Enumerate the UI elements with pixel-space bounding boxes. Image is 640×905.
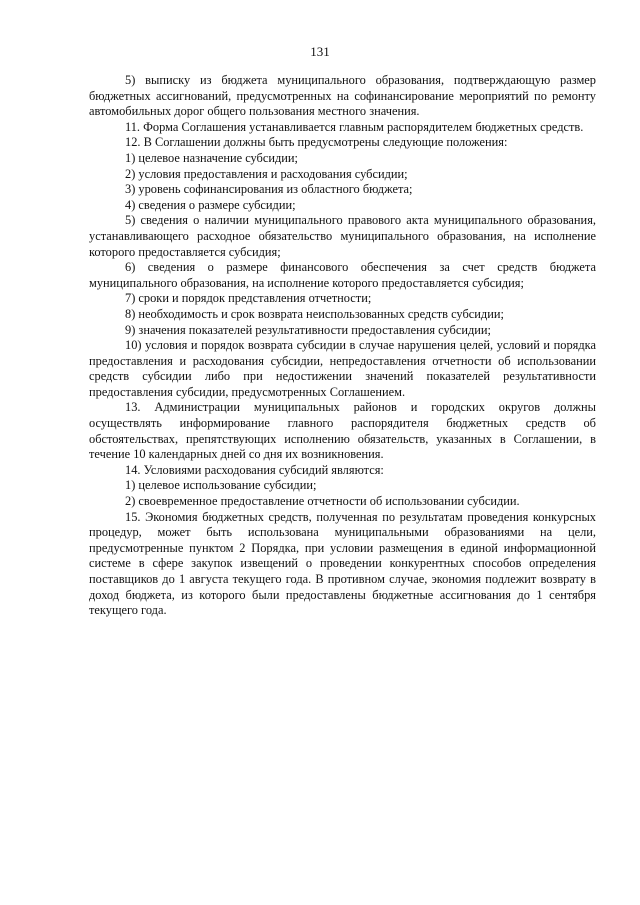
provision-3-cofinancing: 3) уровень софинансирования из областного бюджета; [125, 182, 413, 197]
page-number: 131 [310, 44, 330, 59]
provision-5-legal-act: 5) сведения о наличии муниципального правового акта муниципального образования, устанавливающего расходное обязательство муниципального образования, на исполнение которого предоставляется субсидия; [89, 213, 596, 259]
provision-8-refund: 8) необходимость и срок возврата неиспользованных средств субсидии; [125, 306, 504, 321]
provision-10-return-conditions: 10) условия и порядок возврата субсидии в случае нарушения целей, условий и порядка предоставления и расходования субсидии, непредоставления отчетности об использовании средств субсидии либо при недостижении значений показателей результативности предоставления субсидии, предусмотренных Соглашением. [89, 338, 596, 399]
provision-6-financial-support: 6) сведения о размере финансового обеспечения за счет средств бюджета муниципального образования, на исполнение которого предоставляется субсидия; [89, 260, 596, 290]
paragraph-13-notification: 13. Администрации муниципальных районов и городских округов должны осуществлять информирование главного распорядителя бюджетных средств об обстоятельствах, препятствующих исполнению обязательств, указанных в Соглашении, в течение 10 календарных дней со дня их возникновения. [89, 400, 596, 462]
paragraph-12-agreement-provisions: 12. В Соглашении должны быть предусмотрены следующие положения: [125, 135, 508, 150]
paragraph-14-spending-conditions: 14. Условиями расходования субсидий являются: [125, 462, 384, 477]
provision-2-conditions: 2) условия предоставления и расходования субсидии; [125, 166, 408, 181]
condition-2-timely-reporting: 2) своевременное предоставление отчетности об использовании субсидии. [125, 494, 520, 509]
provision-7-reporting: 7) сроки и порядок представления отчетности; [125, 291, 372, 306]
paragraph-11-agreement-form: 11. Форма Соглашения устанавливается главным распорядителем бюджетных средств. [125, 119, 584, 134]
condition-1-targeted-use: 1) целевое использование субсидии; [125, 478, 317, 493]
paragraph-15-savings: 15. Экономия бюджетных средств, полученная по результатам проведения конкурсных процедур, может быть использована муниципальными образованиями на цели, предусмотренные пунктом 2 Порядка, при условии размещения в единой информационной системе в сфере закупок извещений о проведении конкурентных способов определения поставщиков до 1 августа текущего года. В противном случае, экономия подлежит возврату в доход бюджета, из которого были предоставлены бюджетные ассигнования до 1 сентября текущего года. [89, 509, 596, 618]
provision-9-indicators: 9) значения показателей результативности предоставления субсидии; [125, 322, 491, 337]
provision-1-purpose: 1) целевое назначение субсидии; [125, 150, 299, 165]
paragraph-item-5-budget-extract: 5) выписку из бюджета муниципального образования, подтверждающую размер бюджетных ассигнований, предусмотренных на софинансирование мероприятий по ремонту автомобильных дорог общего пользования местного значения. [89, 73, 596, 119]
document-body [89, 73, 596, 619]
provision-4-amount: 4) сведения о размере субсидии; [125, 197, 296, 212]
